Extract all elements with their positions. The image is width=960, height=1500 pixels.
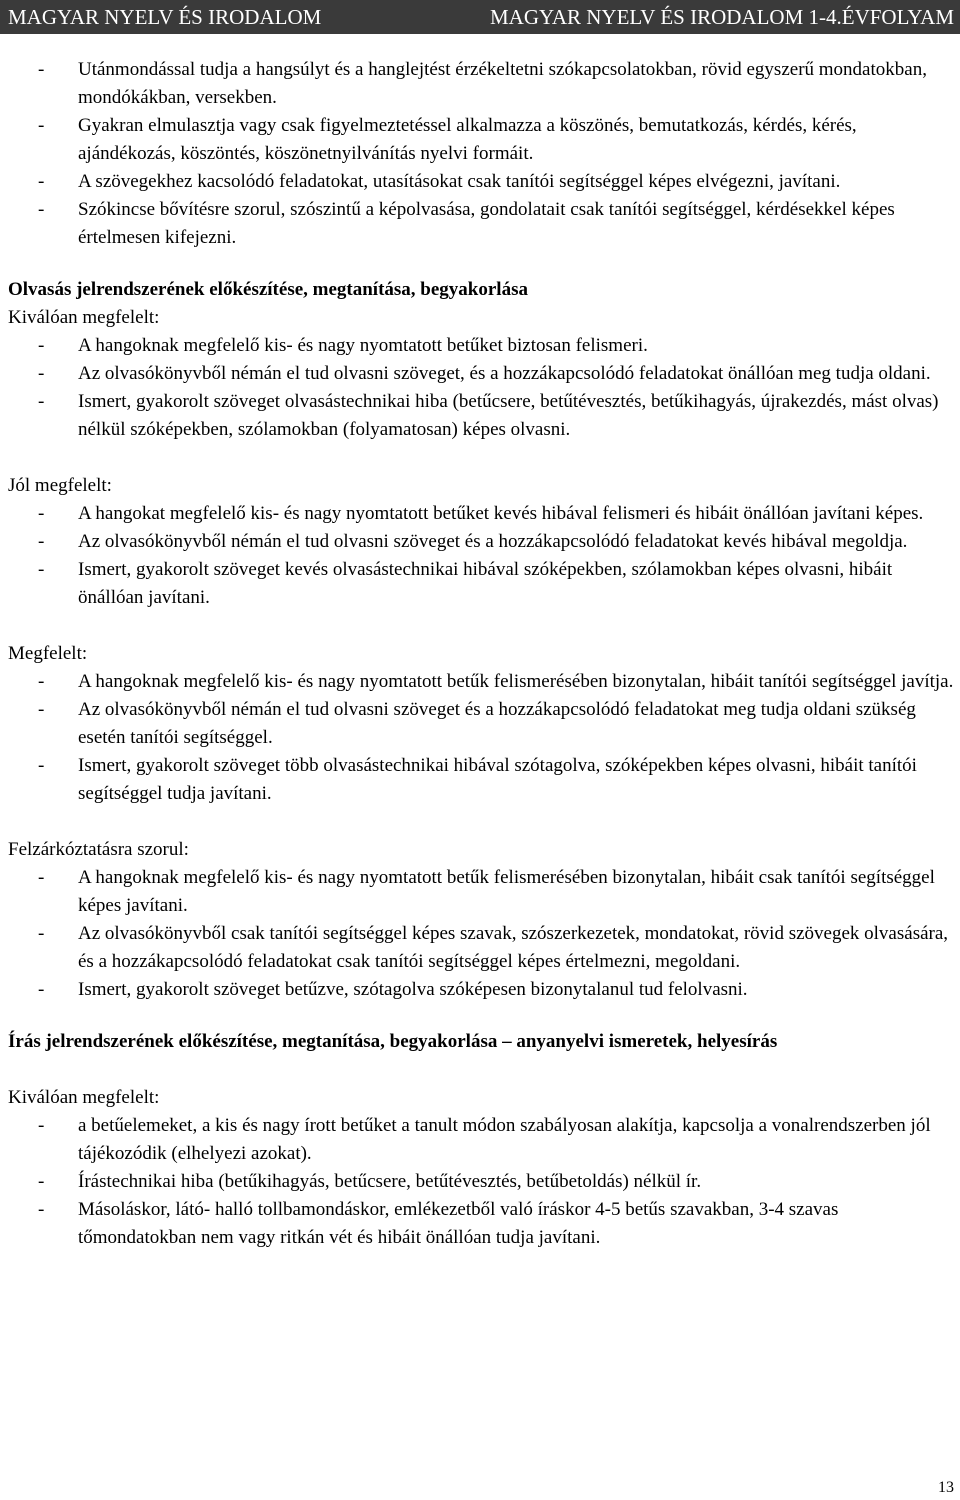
criteria-list xyxy=(8,668,954,808)
list-item: - Ismert, gyakorolt szöveget kevés olvasástechnikai hibával szóképekben, szólamokban képes olvasni, hibáit önállóan javítani. xyxy=(8,556,954,612)
level-label: Felzárkóztatásra szorul: xyxy=(8,839,189,860)
list-item: - Szókincse bővítésre szorul, szószintű a képolvasása, gondolatait csak tanítói segítséggel, kérdésekkel képes értelmesen kifejezni. xyxy=(8,196,954,252)
level-label: Jól megfelelt: xyxy=(8,475,112,496)
page-number: 13 xyxy=(938,1479,954,1496)
list-item: - A hangoknak megfelelő kis- és nagy nyomtatott betűk felismerésében bizonytalan, hibáit csak tanítói segítséggel képes javítani. xyxy=(8,864,954,920)
document-body xyxy=(8,56,954,1252)
list-item: - Ismert, gyakorolt szöveget több olvasástechnikai hibával szótagolva, szóképekben képes olvasni, hibáit tanítói segítséggel tudja javítani. xyxy=(8,752,954,808)
list-item: - Utánmondással tudja a hangsúlyt és a hanglejtést érzékeltetni szókapcsolatokban, rövid egyszerű mondatokban, mondókákban, versekben. xyxy=(8,56,954,112)
level-label: Megfelelt: xyxy=(8,643,88,664)
header-right-title: MAGYAR NYELV ÉS IRODALOM 1-4.ÉVFOLYAM xyxy=(489,5,954,29)
list-item: - A hangoknak megfelelő kis- és nagy nyomtatott betűket biztosan felismeri. xyxy=(8,332,954,360)
level-label: Kiválóan megfelelt: xyxy=(8,1087,160,1108)
list-item: - A hangoknak megfelelő kis- és nagy nyomtatott betűk felismerésében bizonytalan, hibáit tanítói segítséggel javítja. xyxy=(8,668,954,696)
list-item: - A szövegekhez kacsolódó feladatokat, utasításokat csak tanítói segítséggel képes elvégezni, javítani. xyxy=(8,168,954,196)
section-heading-reading: Olvasás jelrendszerének előkészítése, megtanítása, begyakorlása xyxy=(8,279,528,300)
list-item: - Ismert, gyakorolt szöveget olvasástechnikai hiba (betűcsere, betűtévesztés, betűkihagyás, újrakezdés, mást olvas) nélkül szóképekben, szólamokban (folyamatosan) képes olvasni. xyxy=(8,388,954,444)
criteria-list xyxy=(8,864,954,1004)
list-item: - Másoláskor, látó- halló tollbamondáskor, emlékezetből való íráskor 4-5 betűs szavakban, 3-4 szavas tőmondatokban nem vagy ritkán vét és hibáit önállóan tudja javítani. xyxy=(8,1196,954,1252)
list-item: - Az olvasókönyvből némán el tud olvasni szöveget, és a hozzákapcsolódó feladatokat önállóan meg tudja oldani. xyxy=(8,360,954,388)
list-item: - Írástechnikai hiba (betűkihagyás, betűcsere, betűtévesztés, betűbetoldás) nélkül ír. xyxy=(8,1168,954,1196)
intro-list xyxy=(8,56,954,252)
list-item: - Ismert, gyakorolt szöveget betűzve, szótagolva szóképesen bizonytalanul tud felolvasni. xyxy=(8,976,954,1004)
list-item: - Az olvasókönyvből csak tanítói segítséggel képes szavak, szószerkezetek, mondatokat, rövid szövegek olvasására, és a hozzákapcsolódó feladatokat csak tanítói segítséggel képes értelmezni, megoldani. xyxy=(8,920,954,976)
list-item: - Az olvasókönyvből némán el tud olvasni szöveget és a hozzákapcsolódó feladatokat kevés hibával megoldja. xyxy=(8,528,954,556)
list-item: - Gyakran elmulasztja vagy csak figyelmeztetéssel alkalmazza a köszönés, bemutatkozás, kérdés, kérés, ajándékozás, köszöntés, köszönetnyilvánítás nyelvi formáit. xyxy=(8,112,954,168)
list-item: - a betűelemeket, a kis és nagy írott betűket a tanult módon szabályosan alakítja, kapcsolja a vonalrendszerben jól tájékozódik (elhelyezi azokat). xyxy=(8,1112,954,1168)
header-left-title: MAGYAR NYELV ÉS IRODALOM xyxy=(8,5,322,29)
list-item: - Az olvasókönyvből némán el tud olvasni szöveget és a hozzákapcsolódó feladatokat meg tudja oldani szükség esetén tanítói segítséggel. xyxy=(8,696,954,752)
criteria-list xyxy=(8,500,954,612)
criteria-list xyxy=(8,1112,954,1252)
section-heading-writing: Írás jelrendszerének előkészítése, megtanítása, begyakorlása – anyanyelvi ismeretek, helyesírás xyxy=(8,1031,778,1052)
criteria-list xyxy=(8,332,954,444)
list-item: - A hangokat megfelelő kis- és nagy nyomtatott betűket kevés hibával felismeri és hibáit önállóan javítani képes. xyxy=(8,500,954,528)
page-header xyxy=(0,0,960,34)
level-label: Kiválóan megfelelt: xyxy=(8,307,160,328)
